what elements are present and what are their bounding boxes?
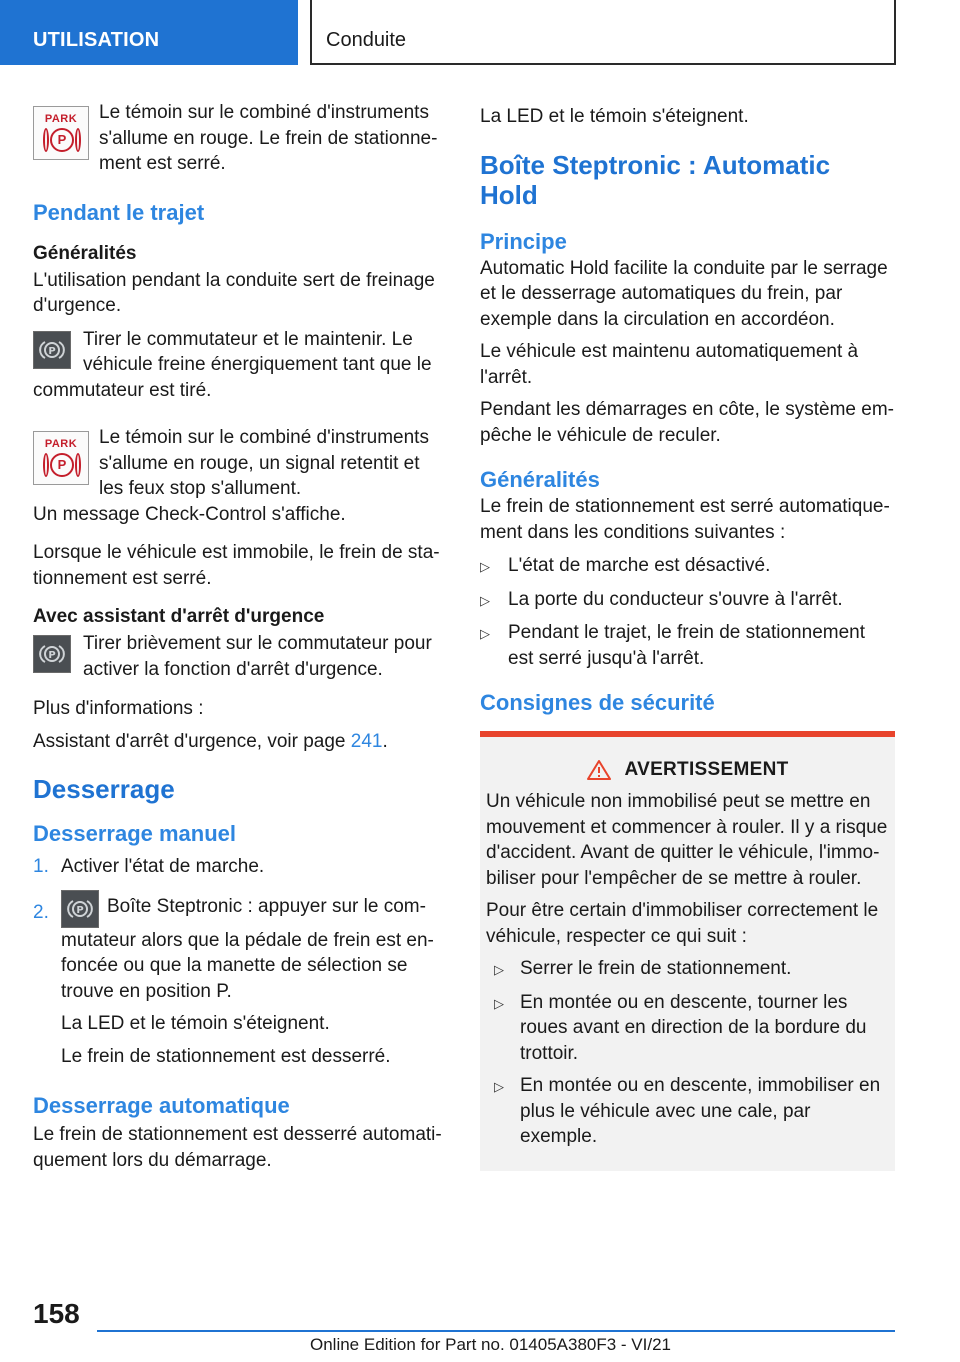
list-item: ▷ Serrer le frein de stationnement.	[486, 956, 889, 983]
park-figure-1-text: Le témoin sur le combiné d'instruments s'allume en rouge. Le frein de stationnement est serré.	[99, 102, 438, 174]
triangle-bullet-icon: ▷	[480, 592, 490, 608]
switch-figure-1-text: Tirer le commutateur et le maintenir. Le véhicule freine énergiquement tant que le	[83, 328, 432, 375]
svg-text:P: P	[76, 904, 84, 916]
page-number: 158	[33, 1298, 80, 1329]
conditions-list	[480, 553, 895, 671]
page-link[interactable]: 241	[350, 730, 383, 752]
heading-assistant: Avec assistant d'arrêt d'urgence	[33, 606, 325, 627]
parking-brake-switch-icon	[33, 635, 71, 673]
switch-figure-1	[33, 327, 445, 378]
park-figure-1	[33, 100, 445, 177]
step2-frein-text: Le frein de stationnement est desserré.	[61, 1045, 391, 1067]
svg-text:P: P	[48, 345, 56, 357]
chapter-tab	[310, 0, 896, 65]
paragraph-conditions: Le frein de stationnement est serré automatiquement dans les conditions suivantes :	[480, 496, 890, 543]
heading-desserrage-auto: Desserrage automatique	[33, 1093, 290, 1118]
switch-figure-1-continued: commutateur est tiré.	[33, 379, 212, 401]
heading-principe: Principe	[480, 228, 567, 254]
triangle-bullet-icon: ▷	[480, 626, 490, 641]
list-item: ▷ Pendant le trajet, le frein de stationnement est serré jusqu'à l'arrêt.	[480, 620, 895, 671]
footer-divider	[97, 1330, 895, 1332]
list-item: 1. Activer l'état de marche.	[33, 856, 265, 877]
list-item: ▷ La porte du conducteur s'ouvre à l'arrêt.	[480, 587, 895, 614]
heading-consignes: Consignes de sécurité	[480, 690, 715, 715]
left-column	[33, 100, 445, 1180]
triangle-bullet-icon: ▷	[494, 962, 504, 977]
release-steps	[33, 854, 445, 1076]
park-figure-2-text: Le témoin sur le combiné d'instruments s'allume en rouge, un signal retentit et les feux stop s'allument.	[99, 427, 429, 499]
park-figure-2	[33, 425, 445, 502]
heading-pendant-trajet: Pendant le trajet	[33, 199, 205, 225]
list-item: ▷ L'état de marche est désactivé.	[480, 553, 895, 580]
paragraph-usage: L'utilisation pendant la conduite sert de freinage d'urgence.	[33, 269, 435, 316]
heading-generalites: Généralités	[33, 242, 137, 264]
warning-triangle-icon	[586, 759, 612, 781]
warning-title: AVERTISSEMENT	[486, 759, 889, 781]
heading-steptronic: Boîte Steptronic : Automatic Hold	[480, 149, 831, 210]
paragraph-reference: Assistant d'arrêt d'urgence, voir page 241.	[33, 730, 388, 752]
heading-desserrage-manuel: Desserrage manuel	[33, 821, 236, 846]
warning-paragraph-1: Un véhicule non immobilisé peut se mettre en mouvement et commencer à rouler. Il y a risque d'accident. Avant de quitter le véhicule, l'immobiliser pour l'empêcher de se mettre à rouler.	[486, 791, 888, 889]
section-title: UTILISATION	[33, 29, 160, 51]
triangle-bullet-icon: ▷	[480, 559, 490, 574]
paragraph-immobile: Lorsque le véhicule est immobile, le frein de stationnement est serré.	[33, 542, 440, 589]
heading-generalites-right: Généralités	[480, 467, 600, 492]
triangle-bullet-icon: ▷	[494, 1079, 504, 1094]
park-warning-icon: PARK P	[33, 431, 89, 485]
step2-led-text: La LED et le témoin s'éteignent.	[61, 1013, 330, 1034]
paragraph-principe: Automatic Hold facilite la conduite par le serrage et le desserrage automatiques du frein, par exemple dans la circulation en accordéon.	[480, 257, 888, 330]
heading-desserrage: Desserrage	[33, 774, 175, 804]
warning-box	[480, 731, 895, 1171]
list-item: 2. P Boîte Steptronic : appuyer sur le commutateur alors que la pédale de frein est enfoncée ou que la manette de sélection se trouve en position P. La LED et le témoin s'éteignent. Le frein de stationnement est desserré.	[33, 890, 445, 1077]
park-warning-icon: PARK P	[33, 106, 89, 160]
switch-figure-2-text: Tirer brièvement sur le commutateur pour activer la fonction d'arrêt d'urgence.	[83, 633, 432, 680]
warning-paragraph-2: Pour être certain d'immobiliser correctement le véhicule, respecter ce qui suit :	[486, 900, 879, 947]
switch-figure-2	[33, 631, 445, 682]
right-column	[480, 104, 895, 1171]
paragraph-auto: Le frein de stationnement est desserré automatiquement lors du démarrage.	[33, 1124, 442, 1171]
paragraph-message: Un message Check-Control s'affiche.	[33, 503, 346, 525]
warning-list	[486, 956, 889, 1150]
section-tab	[0, 0, 298, 65]
paragraph-led: La LED et le témoin s'éteignent.	[480, 106, 749, 127]
parking-brake-switch-icon	[33, 331, 71, 369]
list-item: ▷ En montée ou en descente, immobiliser en plus le véhicule avec une cale, par exemple.	[486, 1073, 889, 1150]
triangle-bullet-icon: ▷	[494, 995, 504, 1011]
svg-text:P: P	[48, 650, 56, 661]
paragraph-plus-info: Plus d'informations :	[33, 698, 204, 719]
footer-edition: Online Edition for Part no. 01405A380F3 - VI/21	[310, 1335, 672, 1354]
paragraph-cote: Pendant les démarrages en côte, le système empêche le véhicule de reculer.	[480, 399, 894, 446]
chapter-title: Conduite	[326, 29, 407, 51]
paragraph-maintenu: Le véhicule est maintenu automatiquement à l'arrêt.	[480, 341, 859, 388]
parking-brake-switch-icon	[61, 890, 99, 928]
list-item: ▷ En montée ou en descente, tourner les roues avant en direction de la bordure du trottoir.	[486, 990, 889, 1067]
